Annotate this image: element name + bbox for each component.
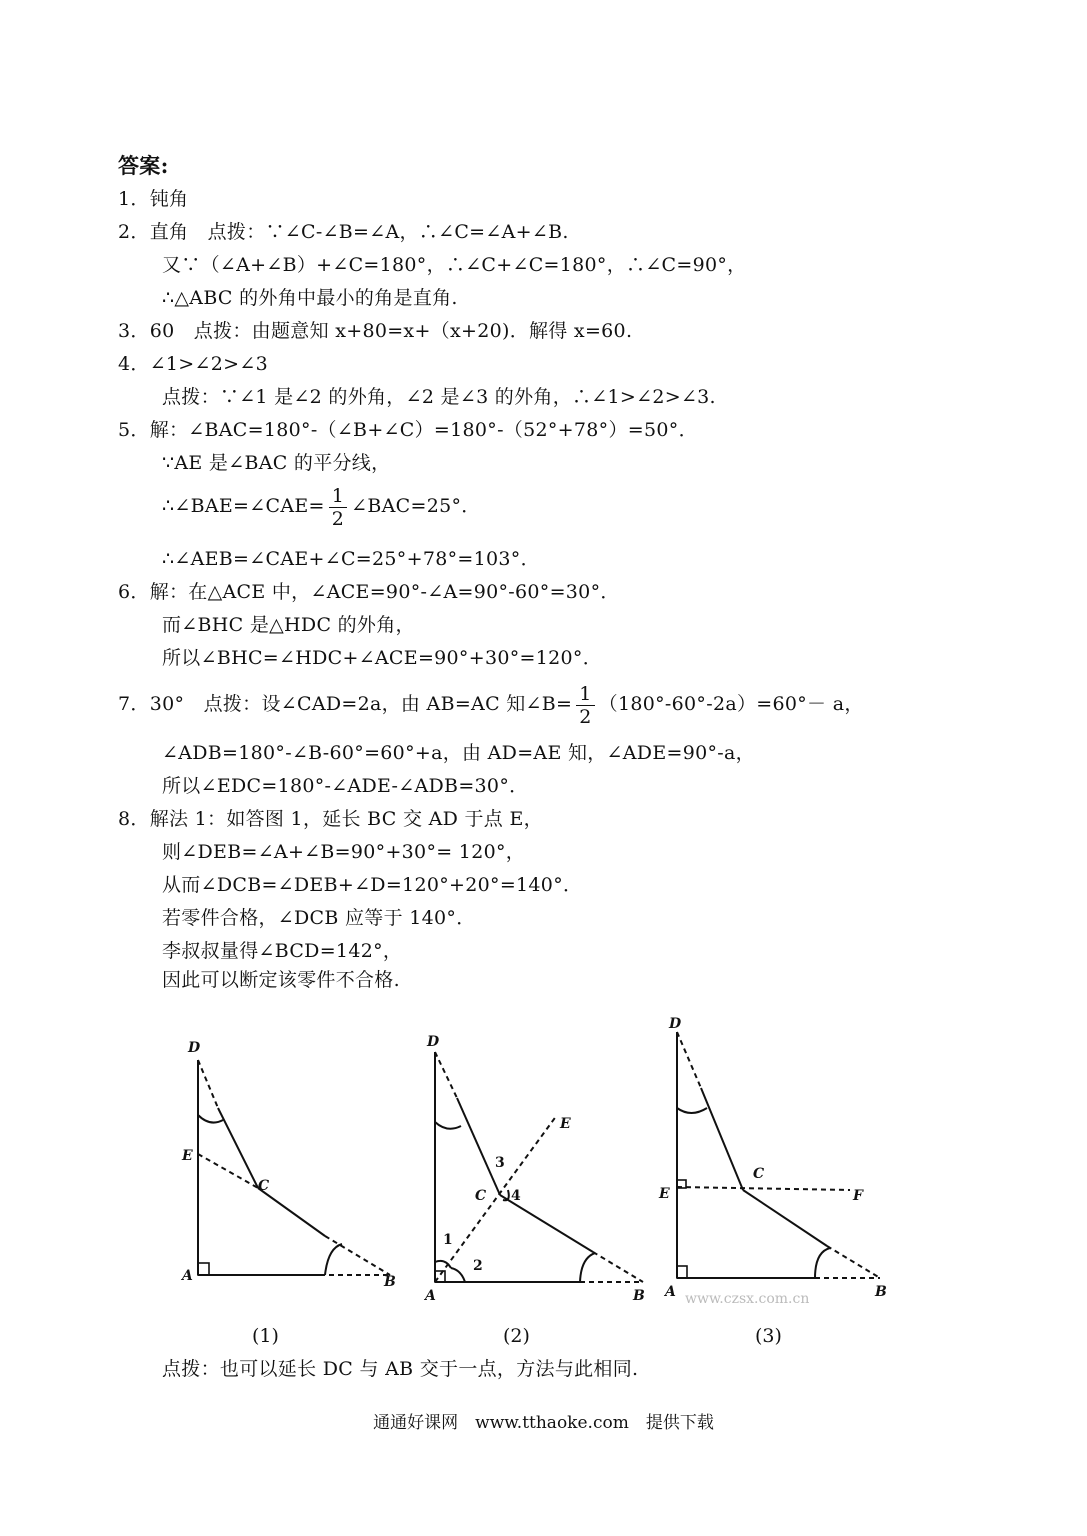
footer-credit: 通通好课网 www.tthaoke.com 提供下载 (373, 1413, 714, 1433)
segment-DC-dashed (198, 1060, 218, 1108)
label-B: B (384, 1274, 396, 1290)
answer-7 (118, 680, 864, 728)
segment-AE-dashed (435, 1115, 557, 1282)
answer-2-line2: 又∵（∠A+∠B）+∠C=180°，∴∠C+∠C=180°，∴∠C=90°， (162, 254, 747, 276)
label-B: B (875, 1284, 887, 1300)
watermark: www.czsx.com.cn (685, 1291, 810, 1307)
label-A: A (182, 1268, 193, 1284)
angle-D-arc (435, 1122, 461, 1129)
label-E: E (560, 1116, 571, 1132)
segment-DC (457, 1098, 500, 1195)
answer-6-line3: 所以∠BHC=∠HDC+∠ACE=90°+30°=120°． (162, 647, 603, 669)
label-D: D (669, 1016, 682, 1032)
answer-7-line2: ∠ADB=180°-∠B-60°=60°+a，由 AD=AE 知，∠ADE=90°-a， (162, 742, 755, 764)
answer-3: 3．60 点拨：由题意知 x+80=x+（x+20)．解得 x=60. (118, 320, 633, 342)
label-C: C (475, 1188, 487, 1204)
answer-5: 5．解：∠BAC=180°-（∠B+∠C）=180°-（52°+78°）=50°． (118, 419, 698, 441)
segment-CB (743, 1190, 827, 1246)
fraction-denominator: 2 (331, 507, 345, 530)
label-E: E (659, 1186, 670, 1202)
label-A: A (665, 1284, 676, 1300)
answer-2: 2．直角 点拨：∵∠C-∠B=∠A，∴∠C=∠A+∠B. (118, 221, 569, 243)
segment-DC-dashed (677, 1032, 701, 1088)
answer-8-line5: 李叔叔量得∠BCD=142°， (162, 940, 403, 962)
angle-2-arc (451, 1268, 465, 1282)
fraction-numerator: 1 (576, 683, 594, 706)
segment-EF-dashed (677, 1187, 850, 1190)
answer-5-line3-tail: ∠BAC=25°． (351, 495, 481, 517)
answer-heading: 答案: (118, 153, 169, 178)
answer-5-line3 (162, 482, 481, 530)
right-angle-mark-A (677, 1266, 687, 1278)
answer-4-hint: 点拨：∵∠1 是∠2 的外角，∠2 是∠3 的外角，∴∠1>∠2>∠3. (162, 386, 716, 408)
answer-8-hint: 点拨：也可以延长 DC 与 AB 交于一点，方法与此相同. (162, 1358, 639, 1380)
answer-4: 4．∠1>∠2>∠3 (118, 353, 268, 375)
caption-1: (1) (252, 1325, 279, 1347)
angle-B-arc (815, 1248, 830, 1278)
half-fraction (329, 485, 347, 530)
label-angle-2: 2 (473, 1258, 483, 1274)
label-A: A (425, 1288, 436, 1304)
answer-8-line4: 若零件合格，∠DCB 应等于 140°． (162, 907, 476, 929)
segment-DC (701, 1088, 743, 1190)
caption-3: (3) (755, 1325, 782, 1347)
answer-8: 8．解法 1：如答图 1，延长 BC 交 AD 于点 E， (118, 808, 543, 830)
label-F: F (853, 1188, 863, 1204)
answer-6-line2: 而∠BHC 是△HDC 的外角， (162, 614, 415, 636)
answer-7-tail: （180°-60°-2a）=60°－ a， (598, 693, 864, 715)
figure-2 (415, 1030, 660, 1305)
angle-D-arc (198, 1115, 223, 1123)
fraction-denominator: 2 (579, 705, 592, 728)
label-E: E (182, 1148, 193, 1164)
label-D: D (188, 1040, 201, 1056)
answer-5-line4: ∴∠AEB=∠CAE+∠C=25°+78°=103°． (162, 548, 540, 570)
answer-7-lead: 7．30° 点拨：设∠CAD=2a，由 AB=AC 知∠B= (118, 693, 573, 715)
angle-B-arc (580, 1253, 595, 1282)
label-angle-4: 4 (511, 1188, 521, 1204)
label-angle-1: 1 (443, 1232, 453, 1248)
angle-B-arc (325, 1244, 342, 1275)
segment-DC-dashed (435, 1052, 457, 1098)
answer-8-line2: 则∠DEB=∠A+∠B=90°+30°= 120°， (162, 841, 526, 863)
angle-D-arc (677, 1108, 707, 1113)
segment-CB-dashed (593, 1252, 643, 1282)
answer-6: 6．解：在△ACE 中，∠ACE=90°-∠A=90°-60°=30°． (118, 581, 620, 603)
answer-5-line2: ∵AE 是∠BAC 的平分线， (162, 452, 391, 474)
caption-2: (2) (503, 1325, 530, 1347)
label-C: C (753, 1166, 765, 1182)
label-angle-3: 3 (495, 1155, 505, 1171)
label-B: B (633, 1288, 645, 1304)
answer-8-line6: 因此可以断定该零件不合格. (162, 969, 400, 991)
segment-CB (258, 1188, 325, 1236)
right-angle-mark (198, 1263, 209, 1275)
angle-1-arc (435, 1261, 451, 1268)
segment-CB-dashed (325, 1236, 390, 1275)
answer-8-line3: 从而∠DCB=∠DEB+∠D=120°+20°=140°． (162, 874, 583, 896)
half-fraction-2 (576, 683, 594, 728)
answer-2-line3: ∴△ABC 的外角中最小的角是直角. (162, 287, 458, 309)
figure-3 (655, 1010, 900, 1310)
fraction-numerator: 1 (329, 485, 347, 508)
segment-CB-dashed (827, 1246, 880, 1278)
answer-5-line3-lead: ∴∠BAE=∠CAE= (162, 495, 325, 517)
label-D: D (427, 1034, 440, 1050)
figure-1 (170, 1030, 410, 1300)
answer-1: 1．钝角 (118, 188, 189, 210)
answer-7-line3: 所以∠EDC=180°-∠ADE-∠ADB=30°． (162, 775, 529, 797)
label-C: C (258, 1178, 270, 1194)
